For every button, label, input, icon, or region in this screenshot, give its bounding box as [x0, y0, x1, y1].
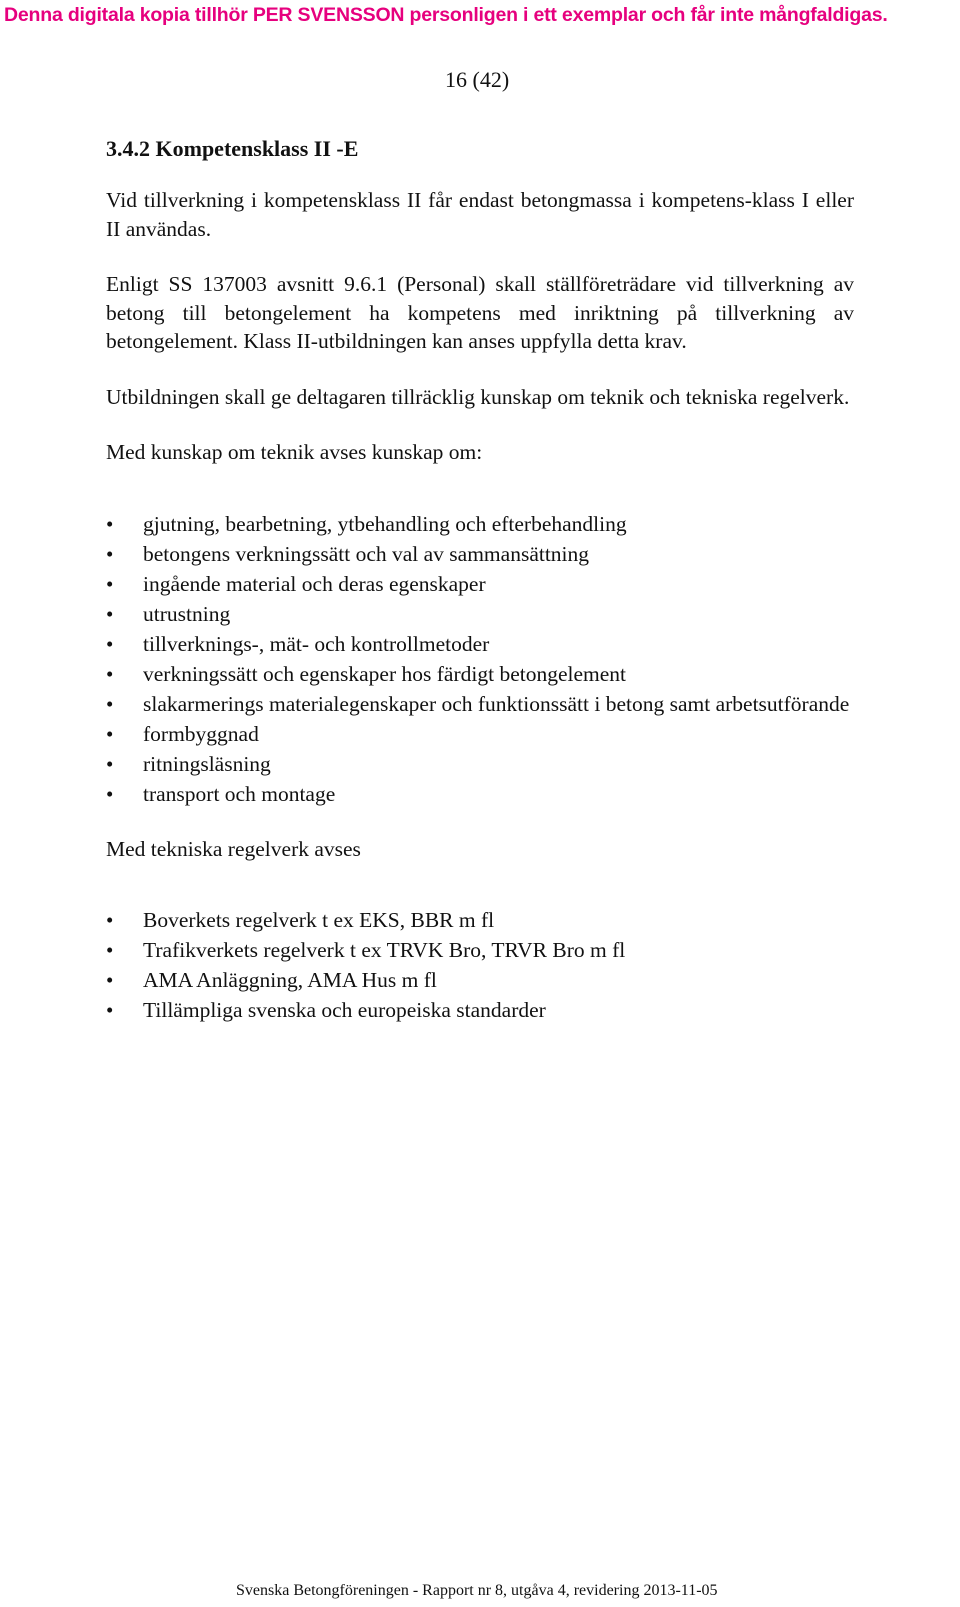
bullet-icon: •	[106, 511, 114, 536]
list-item: • formbyggnad	[106, 721, 259, 746]
section-heading: 3.4.2 Kompetensklass II -E	[106, 136, 359, 161]
paragraph-material: Vid tillverkning i kompetensklass II får endast betongmassa i kompetens-klass I eller II användas.	[106, 188, 854, 241]
list-item: • verkningssätt och egenskaper hos färdigt betongelement	[106, 661, 627, 686]
bullet-icon: •	[106, 541, 114, 566]
document-body	[106, 136, 854, 1051]
list-item: • transport och montage	[106, 781, 336, 806]
list-item: • slakarmerings materialegenskaper och funktionssätt i betong samt arbetsutförande	[106, 691, 850, 716]
list-item: • betongens verkningssätt och val av sammansättning	[106, 541, 590, 566]
paragraph-personnel: Enligt SS 137003 avsnitt 9.6.1 (Personal) skall ställföreträdare vid tillverkning av betong till betongelement ha kompetens med inriktning på tillverkning av betongelement. Klass II-utbildningen kan anses uppfylla detta krav.	[106, 272, 854, 353]
bullet-icon: •	[106, 781, 114, 806]
list-item: • utrustning	[106, 601, 231, 626]
list-item: • gjutning, bearbetning, ytbehandling och efterbehandling	[106, 511, 627, 536]
list-item: • ritningsläsning	[106, 751, 271, 776]
bullet-icon: •	[106, 968, 114, 992]
bullet-icon: •	[106, 938, 114, 962]
watermark-banner: Denna digitala kopia tillhör PER SVENSSON personligen i ett exemplar och får inte mångfaldigas.	[4, 4, 888, 26]
bullet-icon: •	[106, 998, 114, 1022]
page-footer: Svenska Betongföreningen - Rapport nr 8, utgåva 4, revidering 2013-11-05	[236, 1582, 718, 1599]
bullet-icon: •	[106, 661, 114, 686]
list-item: • Trafikverkets regelverk t ex TRVK Bro, TRVR Bro m fl	[106, 938, 626, 962]
regulation-list	[106, 906, 854, 1024]
bullet-icon: •	[106, 571, 114, 596]
technology-list	[106, 510, 854, 808]
paragraph-regulations-intro: Med tekniska regelverk avses	[106, 836, 361, 861]
bullet-icon: •	[106, 908, 114, 932]
list-item: • Boverkets regelverk t ex EKS, BBR m fl	[106, 908, 495, 932]
list-item: • tillverknings-, mät- och kontrollmetoder	[106, 631, 490, 656]
bullet-icon: •	[106, 691, 114, 716]
page-number: 16 (42)	[445, 67, 510, 92]
list-item: • AMA Anläggning, AMA Hus m fl	[106, 968, 437, 992]
bullet-icon: •	[106, 631, 114, 656]
bullet-icon: •	[106, 601, 114, 626]
list-item: • ingående material och deras egenskaper	[106, 571, 486, 596]
bullet-icon: •	[106, 721, 114, 746]
bullet-icon: •	[106, 751, 114, 776]
list-item: • Tillämpliga svenska och europeiska standarder	[106, 998, 546, 1022]
paragraph-training: Utbildningen skall ge deltagaren tillräcklig kunskap om teknik och tekniska regelverk.	[106, 384, 850, 409]
paragraph-technology-intro: Med kunskap om teknik avses kunskap om:	[106, 440, 483, 464]
